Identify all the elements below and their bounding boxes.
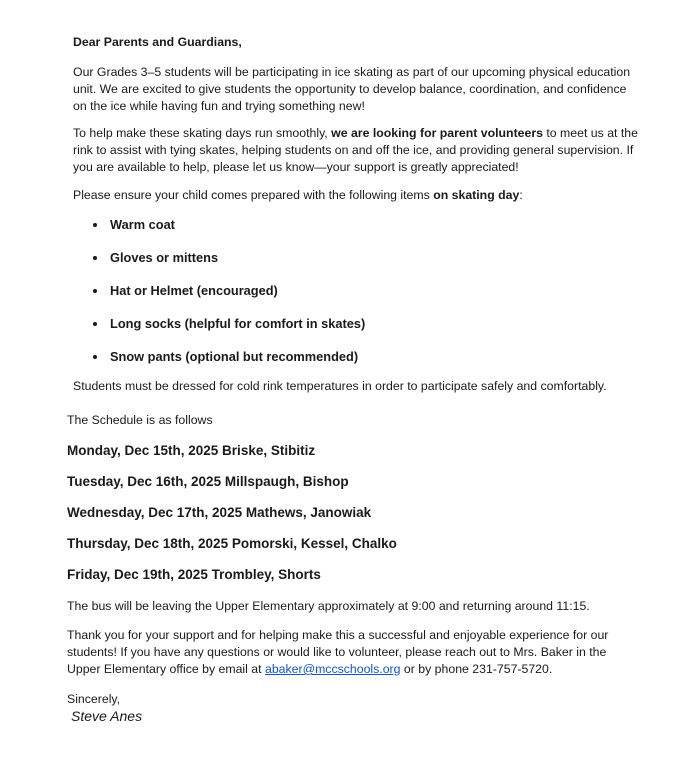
- list-item: Gloves or mittens: [110, 250, 219, 265]
- volunteer-text-pre: To help make these skating days run smoothly,: [73, 126, 332, 140]
- bullet-icon: [93, 355, 97, 359]
- schedule-row: Monday, Dec 15th, 2025 Briske, Stibitiz: [67, 443, 316, 458]
- bullet-icon: [93, 322, 97, 326]
- items-intro-bold: on skating day: [433, 188, 520, 202]
- signature: Steve Anes: [71, 708, 143, 724]
- email-link[interactable]: abaker@mccschools.org: [264, 662, 401, 676]
- items-intro-pre: Please ensure your child comes prepared with the following items: [73, 188, 434, 202]
- volunteer-text-bold: we are looking for parent volunteers: [331, 126, 543, 140]
- list-item: Snow pants (optional but recommended): [110, 349, 359, 364]
- thanks-paragraph: [67, 627, 642, 678]
- closing: Sincerely,: [67, 692, 121, 706]
- greeting: Dear Parents and Guardians,: [73, 35, 242, 49]
- bus-info: The bus will be leaving the Upper Elementary approximately at 9:00 and returning around 11:15.: [67, 599, 590, 613]
- schedule-row: Thursday, Dec 18th, 2025 Pomorski, Kessel, Chalko: [67, 536, 397, 551]
- intro-paragraph: Our Grades 3–5 students will be participating in ice skating as part of our upcoming physical education unit. We are excited to give students the opportunity to develop balance, coordination, and confidence on the ice while having fun and trying something new!: [73, 65, 631, 113]
- thanks-text-post: or by phone 231-757-5720.: [400, 662, 553, 676]
- volunteer-text-post: to meet us at the rink to assist with tying skates, helping students on and off the ice, and providing general supervision. If you are available to help, please let us know—your support is greatly appreciated!: [73, 126, 638, 174]
- schedule-row: Wednesday, Dec 17th, 2025 Mathews, Janowiak: [67, 505, 372, 520]
- items-intro: [73, 187, 523, 204]
- dress-note: Students must be dressed for cold rink temperatures in order to participate safely and comfortably.: [73, 379, 607, 393]
- bullet-icon: [93, 289, 97, 293]
- list-item: Hat or Helmet (encouraged): [110, 283, 278, 298]
- list-item: Long socks (helpful for comfort in skates): [110, 316, 366, 331]
- schedule-row: Tuesday, Dec 16th, 2025 Millspaugh, Bishop: [67, 474, 349, 489]
- bullet-icon: [93, 223, 97, 227]
- items-intro-post: :: [519, 188, 523, 202]
- schedule-row: Friday, Dec 19th, 2025 Trombley, Shorts: [67, 567, 321, 582]
- schedule-intro: The Schedule is as follows: [67, 413, 213, 427]
- volunteer-paragraph: [73, 125, 638, 176]
- bullet-icon: [93, 256, 97, 260]
- thanks-text-pre: Thank you for your support and for helping make this a successful and enjoyable experience for our students! If you have any questions or would like to volunteer, please reach out to Mrs. Baker in the Upper Elementary office by email at: [67, 628, 609, 676]
- list-item: Warm coat: [110, 217, 175, 232]
